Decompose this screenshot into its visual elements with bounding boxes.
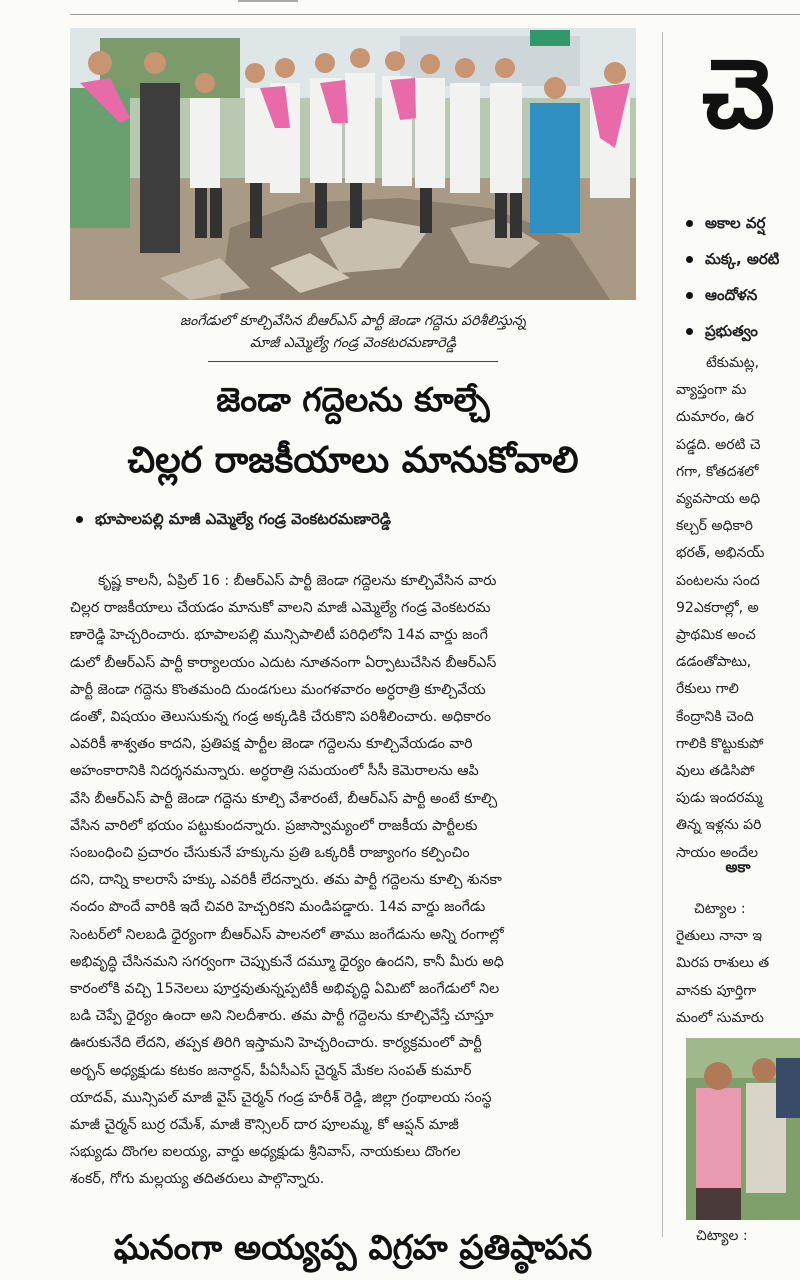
body-line: వేసిన వారిలో భయం పట్టుకుందన్నారు. ప్రజాస్వామ్యంలో రాజకీయ పార్టీలకు [70, 817, 478, 834]
column-divider [662, 32, 663, 1237]
body-line: అర్బన్ అధ్యక్షుడు కటకం జనార్దన్, పీఏసీఎస్ చైర్మన్ మేకల సంపత్ కుమార్ [70, 1062, 472, 1079]
side-body [676, 350, 800, 867]
body-line: ఊరుకునేది లేదని, తప్పక తిరిగి ఇస్తామని హెచ్చరించారు. కార్యక్రమంలో పార్టీ [70, 1035, 482, 1052]
side-bullet-text: మక్క, అరటి [705, 250, 780, 268]
side-body-line: సాయం అందేల [676, 844, 759, 861]
next-article-headline: ఘనంగా అయ్యప్ప విగ్రహ ప్రతిష్ఠాపన [113, 1228, 593, 1268]
side-body-line: తిన్న ఇళ్లను పరి [676, 817, 762, 834]
side-body-line: కల్చర్ అధికారి [676, 518, 753, 535]
body-line: ఎవరికీ శాశ్వతం కాదని, ప్రతిపక్ష పార్టీల జెండా గద్దెలను కూల్చివేయడం వారి [70, 736, 473, 753]
body-line: ణారెడ్డి హెచ్చరించారు. భూపాలపల్లి మున్సిపాలిటీ పరిధిలోని 14వ వార్డు జంగే [70, 627, 488, 644]
headline-line-1: జెండా గద్దెలను కూల్చే [216, 380, 490, 419]
side-bullets [686, 214, 800, 358]
side-body-line: టేకుమట్ల, [706, 355, 760, 371]
side-body-line: దుమారం, ఉర [676, 409, 754, 426]
caption-line-2: మాజీ ఎమ్మెల్యే గండ్ర వెంకటరమణారెడ్డి [249, 335, 457, 351]
photo-caption [70, 310, 636, 354]
body-line: బడి చెప్పే ధైర్యం ఉందా అని నిలదీశారు. తమ పార్టీ గద్దెలను కూల్చివేస్తే చూస్తూ [70, 1008, 494, 1025]
side-photo-caption: చిట్యాల : [696, 1228, 748, 1244]
main-article [70, 28, 636, 1268]
page-top-rule [70, 0, 800, 15]
side-body2-line: వానకు పూర్తిగా [676, 982, 757, 999]
side-body2-line: మిరప రాశులు త [676, 955, 770, 972]
body-line: సభ్యుడు దొంగల ఐలయ్య, వార్డు అధ్యక్షుడు శ్రీనివాస్, నాయకులు దొంగల [70, 1144, 461, 1161]
byline [76, 510, 636, 532]
side-body2-line: రైతులు నానా ఇ [676, 928, 763, 945]
side-photo-illustration [686, 1038, 800, 1220]
body-line: డంతో, విషయం తెలుసుకున్న గండ్ర అక్కడికి చేరుకొని పరిశీలించారు. అధికారం [70, 709, 492, 726]
body-line: అభివృద్ధి చేసినమని సగర్వంగా చెప్పుకునే దమ్మూ ధైర్యం ఉందని, కానీ మీరు అధి [70, 953, 504, 970]
side-body-line: కేంద్రానికి చెంది [676, 708, 754, 725]
bullet-dot-icon [686, 256, 693, 263]
side-body-line: పంటలను సంద [676, 572, 760, 589]
article-body [70, 568, 636, 1194]
headline-line-2: చిల్లర రాజకీయాలు మానుకోవాలి [127, 440, 579, 481]
side-photo [686, 1038, 800, 1220]
side-body-line: గాలికి కొట్టుకుపో [676, 735, 764, 752]
side-bullet-text: అకాల వర్ష [705, 214, 766, 232]
body-line: నందం పొందే వారికి ఇదే చివరి హెచ్చరికని మండిపడ్డారు. 14వ వార్డు జంగేడు [70, 899, 486, 916]
caption-line-1: జంగేడులో కూల్చివేసిన బీఆర్ఎస్ పార్టీ జెండా గద్దెను పరిశీలిస్తున్న [179, 313, 526, 329]
bullet-dot-icon [76, 516, 83, 523]
caption-divider [208, 361, 498, 362]
side-article [676, 28, 800, 1252]
side-bullet [686, 250, 800, 286]
byline-text: భూపాలపల్లి మాజీ ఎమ్మెల్యే గండ్ర వెంకటరమణారెడ్డి [95, 510, 392, 528]
body-line: వేసి బీఆర్ఎస్ పార్టీ జెండా గద్దెను కూల్చి వేశారంటే, బీఆర్ఎస్ పార్టీ అంటే కూల్చి [70, 790, 498, 807]
body-line: చిల్లర రాజకీయాలు చేయడం మానుకో వాలని మాజీ ఎమ్మెల్యే గండ్ర వెంకటరమ [70, 600, 491, 617]
body-line: అహంకారానికి నిదర్శనమన్నారు. అర్ధరాత్రి సమయంలో సీసీ కెమెరాలను ఆపి [70, 763, 479, 780]
side-body-line: వ్యవసాయ అధి [676, 491, 761, 508]
side-title-fragment: చె [702, 38, 775, 150]
bullet-dot-icon [686, 220, 693, 227]
bullet-dot-icon [686, 328, 693, 335]
body-line: పార్టీ జెండా గద్దెను కొంతమంది దుండగులు మంగళవారం అర్ధరాత్రి కూల్చివేయ [70, 681, 486, 698]
side-bullet [686, 286, 800, 322]
side-body-line: రేకులు గాలి [676, 681, 739, 698]
side-body-line: ప్రాథమిక అంచ [676, 627, 756, 644]
body-line: యాదవ్, మున్సిపల్ మాజీ వైస్ చైర్మన్ గండ్ర హరీశ్ రెడ్డి, జిల్లా గ్రంథాలయ సంస్థ [70, 1089, 492, 1106]
body-line: దని, దాన్ని కాలరాసే హక్కు ఎవరికీ లేదన్నారు. తమ పార్టీ గద్దెలను కూల్చి శునకా [70, 872, 502, 889]
side-bullet [686, 214, 800, 250]
side-subheading: అకా [725, 858, 751, 876]
side-body-line: 92ఎకరాల్లో, అ [676, 599, 759, 616]
body-line: సంబంధించి ప్రచారం చేసుకునే హక్కును ప్రతి ఒక్కరికీ రాజ్యాంగం కల్పించిం [70, 845, 470, 862]
side-body2-line: చిట్యాల : [694, 901, 746, 917]
body-line: శంకర్, గోగు మల్లయ్య తదితరులు పాల్గొన్నారు. [70, 1171, 325, 1188]
body-line: కృష్ణ కాలనీ, ఏప్రిల్ 16 : బీఆర్ఎస్ పార్టీ జెండా గద్దెలను కూల్చివేసిన వారు [98, 573, 497, 589]
side-body-line: గగా, కోతదశలో [676, 463, 759, 480]
body-line: డులో బీఆర్ఎస్ పార్టీ కార్యాలయం ఎదుట నూతనంగా ఏర్పాటుచేసిన బీఆర్ఎస్ [70, 654, 497, 671]
side-body-line: పడ్డది. అరటి చె [676, 436, 761, 453]
news-photo-illustration [70, 28, 636, 300]
side-bullet-text: ఆందోళన [705, 286, 758, 304]
side-body-line: భరత్, అభినయ్ [676, 545, 765, 562]
side-body-line: పుడు ఇందరమ్మ [676, 790, 763, 807]
side-body-2 [676, 896, 800, 1032]
side-bullet-text: ప్రభుత్వం [705, 322, 758, 340]
news-photo [70, 28, 636, 300]
bullet-dot-icon [686, 292, 693, 299]
body-line: మాజీ చైర్మన్ బుర్ర రమేశ్, మాజీ కౌన్సిలర్ దార పూలమ్మ, కో ఆప్షన్ మాజీ [70, 1117, 459, 1134]
body-line: కారంలోకి వచ్చి 15నెలలు పూర్తవుతున్నప్పటికీ అభివృద్ధి ఏమిటో జంగేడులో నిల [70, 981, 500, 998]
body-line: సెంటర్‌లో నిలబడి ధైర్యంగా బీఆర్ఎస్ పాలనలో తాము జంగేడును అన్ని రంగాల్లో [70, 926, 504, 943]
side-body2-line: మంలో సుమారు [676, 1009, 764, 1026]
side-body-line: వ్యాప్తంగా మ [676, 382, 747, 399]
side-body-line: వులు తడిసిపో [676, 763, 755, 780]
side-body-line: డడంతోపాటు, [676, 654, 752, 671]
